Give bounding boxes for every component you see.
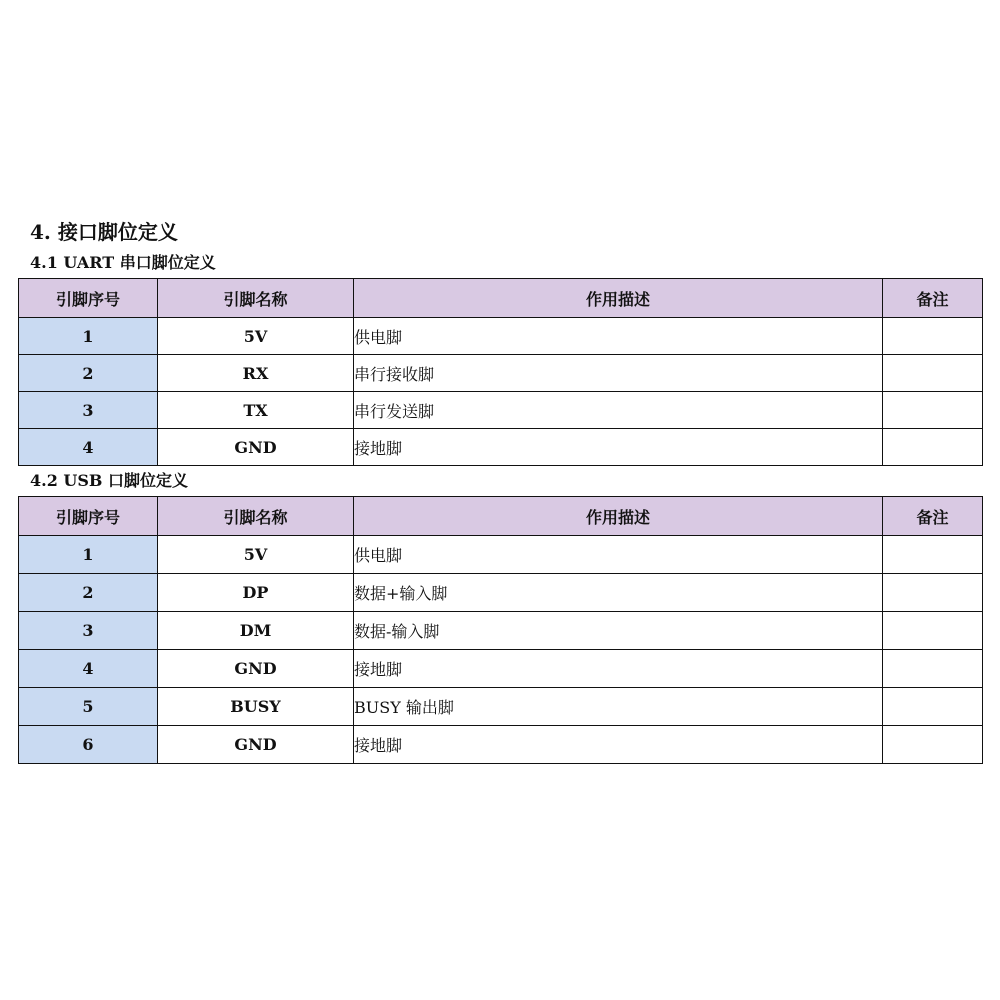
pin-description: 串行接收脚 — [354, 355, 883, 392]
header-note: 备注 — [883, 279, 983, 318]
table-row — [19, 650, 983, 688]
table-row — [19, 688, 983, 726]
pin-note — [883, 688, 983, 726]
pin-description: 接地脚 — [354, 650, 883, 688]
table-header-row — [19, 279, 983, 318]
pin-description: 供电脚 — [354, 536, 883, 574]
pin-index: 1 — [19, 536, 158, 574]
table-row — [19, 574, 983, 612]
uart-table-title: 4.1 UART 串口脚位定义 — [30, 253, 216, 272]
table-row — [19, 726, 983, 764]
table-row — [19, 429, 983, 466]
pin-note — [883, 355, 983, 392]
pin-index: 4 — [19, 650, 158, 688]
pin-note — [883, 650, 983, 688]
table-header-row — [19, 497, 983, 536]
pin-name: DP — [158, 574, 354, 612]
table-row — [19, 392, 983, 429]
pin-description: 串行发送脚 — [354, 392, 883, 429]
pin-name: RX — [158, 355, 354, 392]
usb-table-title: 4.2 USB 口脚位定义 — [30, 471, 189, 490]
pin-name: BUSY — [158, 688, 354, 726]
pin-description: BUSY 输出脚 — [354, 688, 883, 726]
pin-note — [883, 429, 983, 466]
header-note: 备注 — [883, 497, 983, 536]
uart-pin-table — [18, 278, 983, 466]
pin-note — [883, 612, 983, 650]
pin-name: GND — [158, 650, 354, 688]
pin-index: 5 — [19, 688, 158, 726]
pin-index: 2 — [19, 355, 158, 392]
usb-pin-table — [18, 496, 983, 764]
pin-note — [883, 318, 983, 355]
pin-index: 3 — [19, 612, 158, 650]
header-pin-index: 引脚序号 — [19, 497, 158, 536]
pin-note — [883, 574, 983, 612]
pin-description: 接地脚 — [354, 726, 883, 764]
header-pin-name: 引脚名称 — [158, 497, 354, 536]
section-title: 4. 接口脚位定义 — [30, 220, 178, 244]
table-row — [19, 318, 983, 355]
pin-note — [883, 536, 983, 574]
pin-name: GND — [158, 726, 354, 764]
pin-name: DM — [158, 612, 354, 650]
pin-note — [883, 726, 983, 764]
pin-name: 5V — [158, 318, 354, 355]
table-row — [19, 355, 983, 392]
header-pin-index: 引脚序号 — [19, 279, 158, 318]
pin-index: 4 — [19, 429, 158, 466]
pin-description: 供电脚 — [354, 318, 883, 355]
pin-index: 3 — [19, 392, 158, 429]
header-description: 作用描述 — [354, 497, 883, 536]
header-description: 作用描述 — [354, 279, 883, 318]
pin-description: 数据-输入脚 — [354, 612, 883, 650]
pin-name: 5V — [158, 536, 354, 574]
pin-note — [883, 392, 983, 429]
pin-index: 2 — [19, 574, 158, 612]
pin-name: GND — [158, 429, 354, 466]
pin-description: 接地脚 — [354, 429, 883, 466]
table-row — [19, 612, 983, 650]
table-row — [19, 536, 983, 574]
pin-index: 1 — [19, 318, 158, 355]
pin-index: 6 — [19, 726, 158, 764]
header-pin-name: 引脚名称 — [158, 279, 354, 318]
pin-name: TX — [158, 392, 354, 429]
pin-description: 数据+输入脚 — [354, 574, 883, 612]
